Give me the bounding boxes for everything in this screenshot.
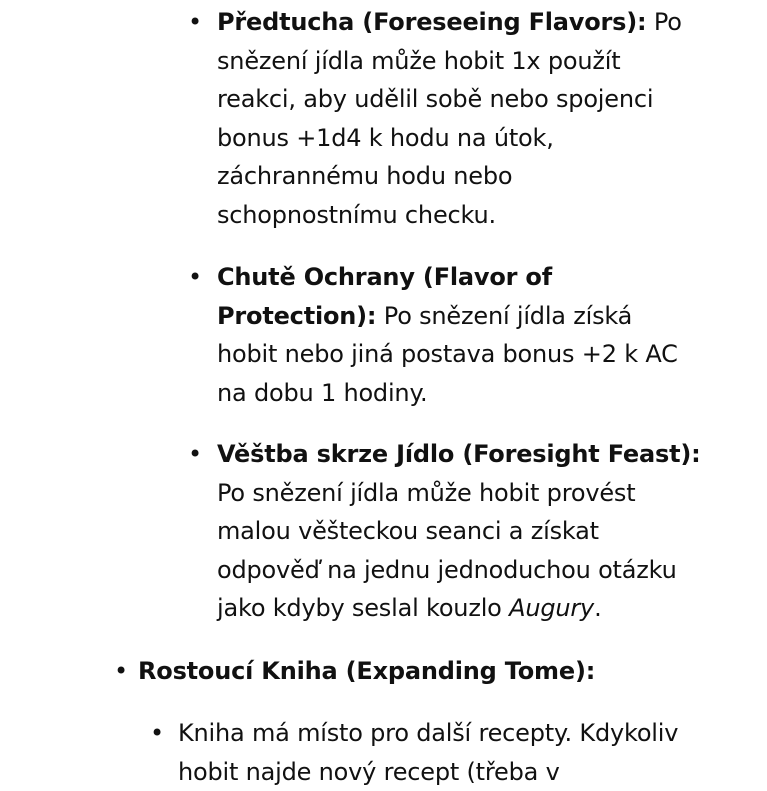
list-item-chute-ochrany xyxy=(217,258,678,412)
item-text: Po snězení jídla získá xyxy=(376,302,632,330)
item-text: Po snězení jídla může hobit provést xyxy=(217,474,701,513)
item-text: schopnostnímu checku. xyxy=(217,196,682,235)
item-text: . xyxy=(594,594,601,622)
list-item-kniha-misto xyxy=(178,714,678,791)
list-bullet: • xyxy=(150,714,164,753)
item-title: Věštba skrze Jídlo (Foresight Feast): xyxy=(217,440,701,468)
list-bullet: • xyxy=(188,258,202,297)
list-bullet: • xyxy=(114,652,128,691)
list-item-predtucha xyxy=(217,3,682,234)
item-text: na dobu 1 hodiny. xyxy=(217,374,678,413)
item-title: Chutě Ochrany (Flavor of xyxy=(217,263,552,291)
item-text: záchrannému hodu nebo xyxy=(217,157,682,196)
item-text: bonus +1d4 k hodu na útok, xyxy=(217,119,682,158)
item-text: Kniha má místo pro další recepty. Kdykoliv xyxy=(178,714,678,753)
item-text: hobit najde nový recept (třeba v xyxy=(178,753,678,791)
item-text: snězení jídla může hobit 1x použít xyxy=(217,42,682,81)
item-text: Po xyxy=(646,8,681,36)
item-text: malou věšteckou seanci a získat xyxy=(217,512,701,551)
item-italic-term: Augury xyxy=(509,594,594,622)
list-item-vestba xyxy=(217,435,701,628)
item-text: jako kdyby seslal kouzlo xyxy=(217,594,509,622)
list-item-rostouci-kniha xyxy=(138,652,595,691)
item-title: Rostoucí Kniha (Expanding Tome): xyxy=(138,657,595,685)
item-title: Předtucha (Foreseeing Flavors): xyxy=(217,8,646,36)
item-title: Protection): xyxy=(217,302,376,330)
item-text: odpověď na jednu jednoduchou otázku xyxy=(217,551,701,590)
item-text: reakci, aby udělil sobě nebo spojenci xyxy=(217,80,682,119)
list-bullet: • xyxy=(188,3,202,42)
list-bullet: • xyxy=(188,435,202,474)
item-text: hobit nebo jiná postava bonus +2 k AC xyxy=(217,335,678,374)
